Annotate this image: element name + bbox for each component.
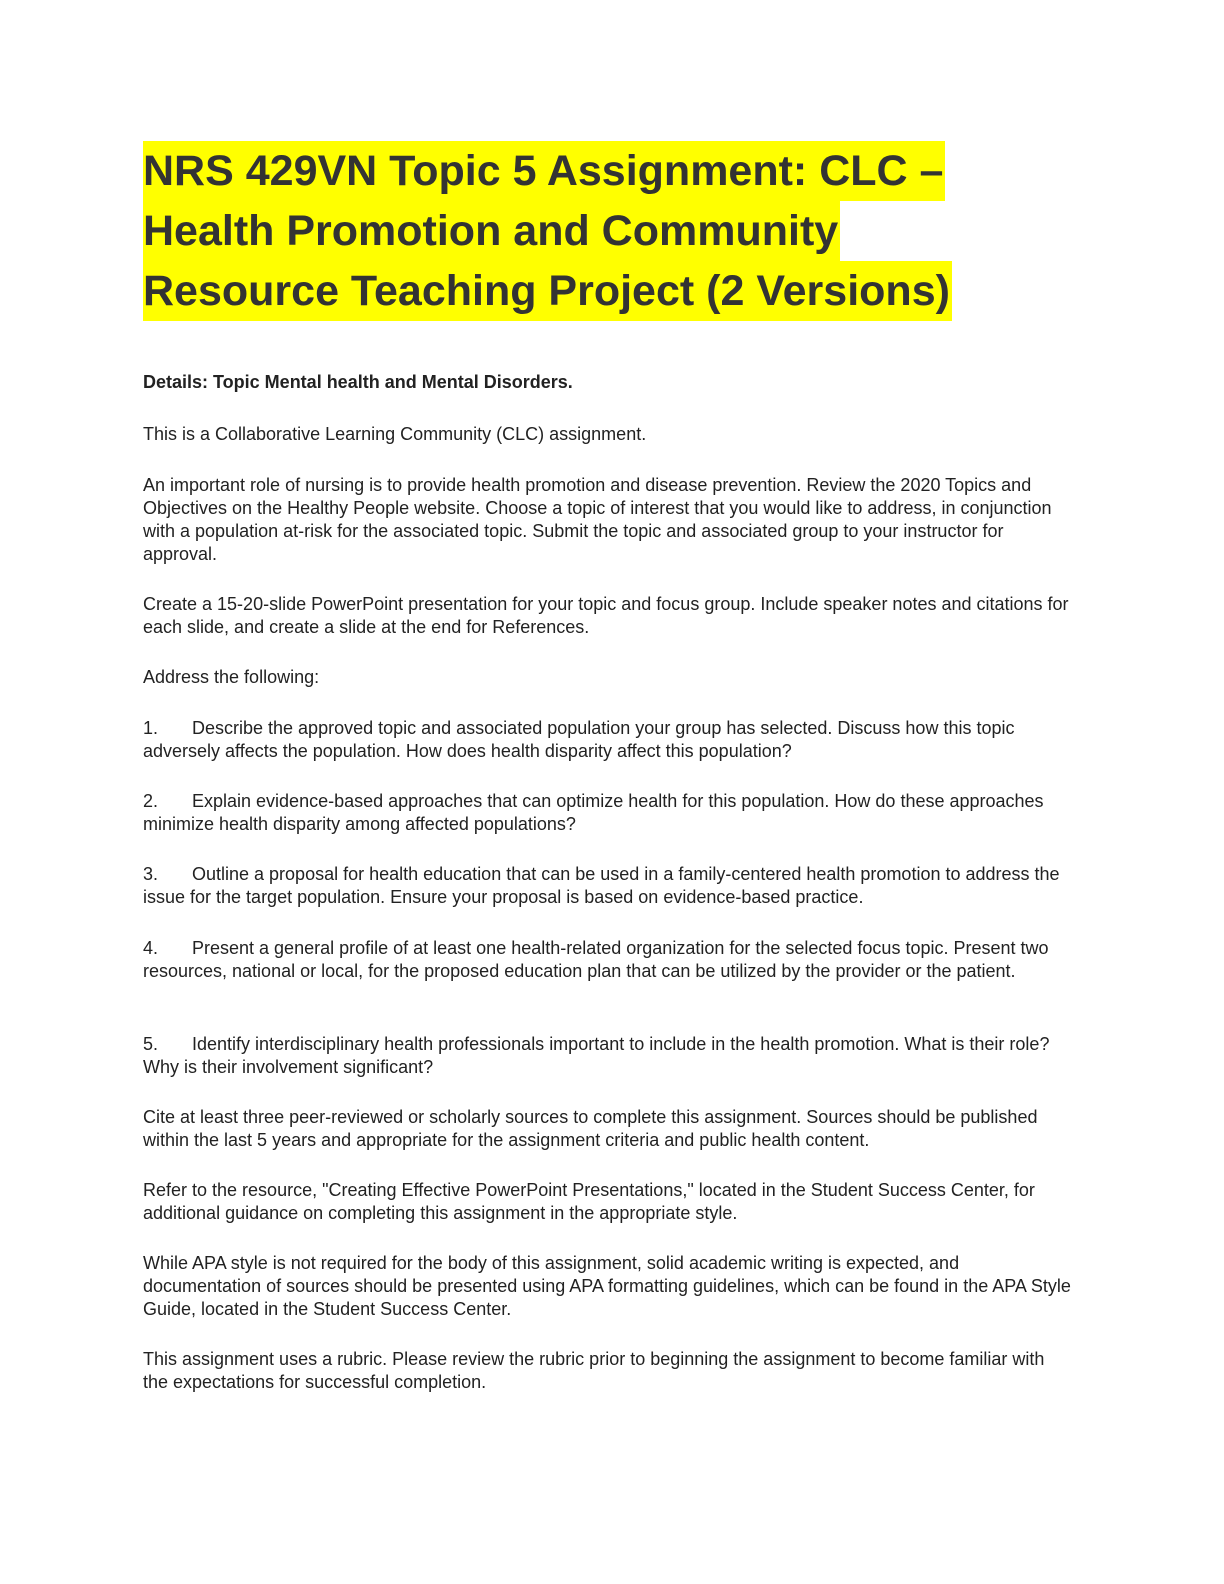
title-line-3: Resource Teaching Project (2 Versions) — [143, 261, 952, 321]
list-item-number: 2. — [143, 791, 159, 811]
list-item — [143, 937, 1073, 983]
list-item-number: 5. — [143, 1034, 159, 1054]
document-title — [143, 141, 1073, 321]
list-item — [143, 863, 1073, 909]
list-item-text: Identify interdisciplinary health professionals important to include in the health promotion. What is their role? Why is their involvement significant? — [143, 1034, 1050, 1077]
apa-paragraph: While APA style is not required for the body of this assignment, solid academic writing is expected, and documentation of sources should be presented using APA formatting guidelines, which can be found in the APA Style Guide, located in the Student Success Center. — [143, 1253, 1071, 1319]
role-paragraph: An important role of nursing is to provide health promotion and disease prevention. Review the 2020 Topics and Objectives on the Healthy People website. Choose a topic of interest that you would like to address, in conjunction with a population at-risk for the associated topic. Submit the topic and associated group to your instructor for approval. — [143, 475, 1052, 564]
list-item-text: Describe the approved topic and associated population your group has selected. Discuss how this topic adversely affects the population. How does health disparity affect this population? — [143, 718, 1015, 761]
list-item-text: Outline a proposal for health education that can be used in a family-centered health promotion to address the issue for the target population. Ensure your proposal is based on evidence-based practice. — [143, 864, 1060, 907]
list-item-number: 4. — [143, 938, 159, 958]
details-heading: Details: Topic Mental health and Mental Disorders. — [143, 372, 573, 392]
address-heading: Address the following: — [143, 667, 320, 687]
title-line-1: NRS 429VN Topic 5 Assignment: CLC – — [143, 141, 945, 201]
list-item-number: 1. — [143, 718, 159, 738]
list-item-text: Explain evidence-based approaches that can optimize health for this population. How do these approaches minimize health disparity among affected populations? — [143, 791, 1044, 834]
list-item — [143, 790, 1073, 836]
create-paragraph: Create a 15-20-slide PowerPoint presentation for your topic and focus group. Include speaker notes and citations for each slide, and create a slide at the end for References. — [143, 594, 1069, 637]
document-page — [143, 141, 1073, 1392]
list-item-number: 3. — [143, 864, 159, 884]
intro-paragraph: This is a Collaborative Learning Community (CLC) assignment. — [143, 424, 647, 444]
list-item — [143, 1033, 1073, 1079]
rubric-paragraph: This assignment uses a rubric. Please review the rubric prior to beginning the assignment to become familiar with the expectations for successful completion. — [143, 1349, 1045, 1392]
refer-paragraph: Refer to the resource, "Creating Effective PowerPoint Presentations," located in the Student Success Center, for additional guidance on completing this assignment in the appropriate style. — [143, 1180, 1035, 1223]
list-item — [143, 717, 1073, 763]
list-item-text: Present a general profile of at least one health-related organization for the selected focus topic. Present two resources, national or local, for the proposed education plan that can be utilized by the provider or the patient. — [143, 938, 1049, 981]
title-line-2: Health Promotion and Community — [143, 201, 840, 261]
cite-paragraph: Cite at least three peer-reviewed or scholarly sources to complete this assignment. Sources should be published within the last 5 years and appropriate for the assignment criteria and public health content. — [143, 1107, 1038, 1150]
